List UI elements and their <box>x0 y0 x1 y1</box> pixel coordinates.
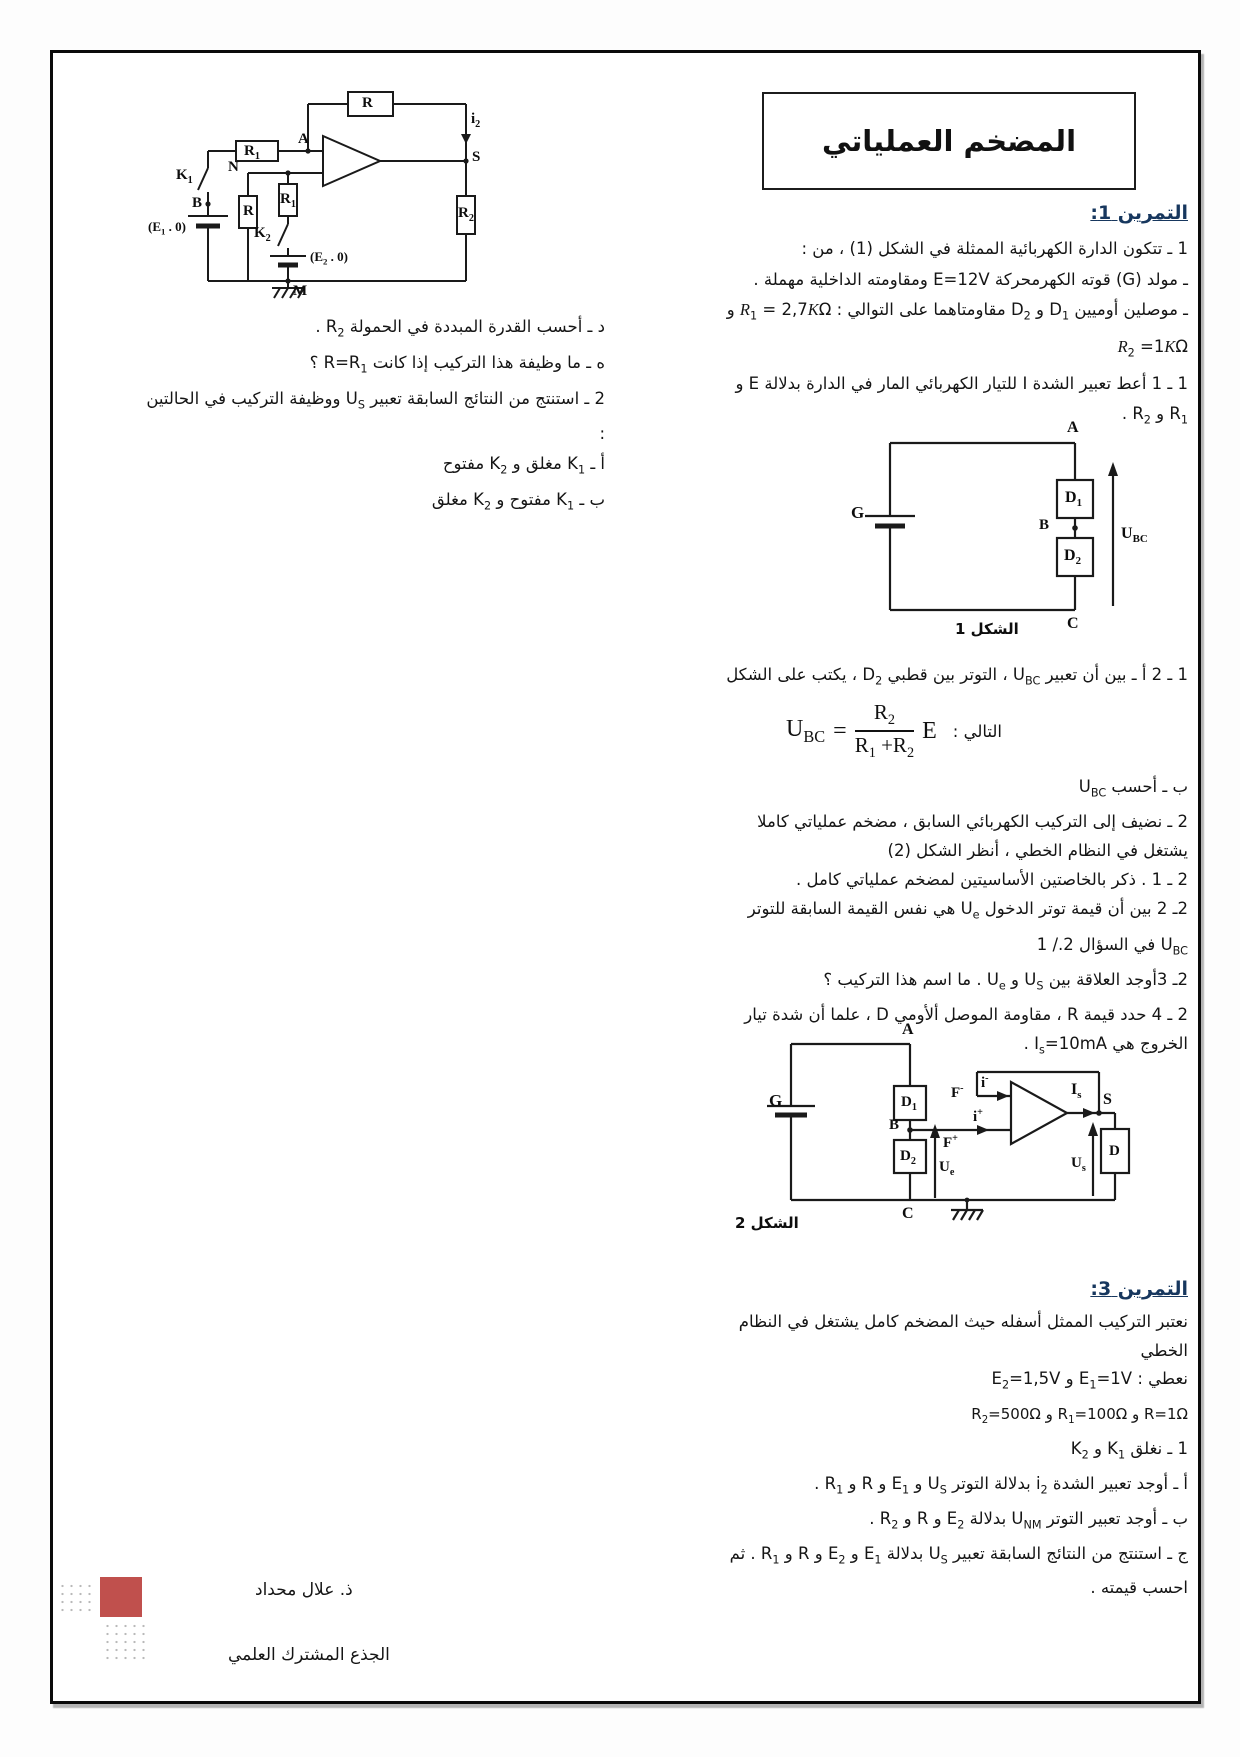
node-label: S <box>472 149 481 165</box>
figure2 <box>675 1022 1150 1252</box>
dipole-label: $D_1$ <box>901 1094 917 1113</box>
fraction-denominator: $R_1 +R_2$ <box>854 733 915 762</box>
text-line: 1 ـ 2 أ ـ بين أن تعبير $U_{BC}$ ، التوتر بين قطبي $D_2$ ، يكتب على الشكل <box>726 665 1188 688</box>
formula-rhs: E <box>922 717 937 744</box>
source-label: ($E_1$ . 0) <box>148 219 187 237</box>
formula-math <box>786 701 937 761</box>
exercise1-heading: التمرين 1: <box>1090 202 1188 224</box>
current-label: i- <box>981 1073 989 1091</box>
voltage-label: $U_e$ <box>939 1159 955 1178</box>
node-label: M <box>293 283 308 299</box>
formula-lhs: $U_{BC}$ <box>786 715 826 746</box>
text-line: 2 ـ 1 . ذكر بالخاصتين الأساسيتين لمضخم عملياتي كامل . <box>795 870 1188 890</box>
node-label: C <box>1067 615 1079 632</box>
figure1 <box>845 418 1175 663</box>
text-line: 2ـ 2 بين أن قيمة توتر الدخول $U_e$ هي نفس القيمة السابقة للتوتر <box>747 899 1188 922</box>
node-label: A <box>1067 419 1079 436</box>
dipole-label: $D_2$ <box>1064 547 1081 568</box>
resistor-label: R <box>243 203 254 219</box>
text-line: 1 ـ تتكون الدارة الكهربائية الممثلة في الشكل (1) ، من : <box>801 239 1188 258</box>
switch-label: $K_1$ <box>176 167 193 186</box>
node-label: B <box>889 1117 900 1133</box>
text-line: 2 ـ نضيف إلى التركيب الكهربائي السابق ، مضخم عملياتي كاملا <box>757 812 1188 832</box>
exercise1-intro <box>600 234 1188 436</box>
text-line: ب ـ $K_1$ مفتوح و $K_2$ مغلق <box>431 489 605 512</box>
text-line: نعتبر التركيب الممثل أسفله حيث المضخم كامل يشتغل في النظام <box>738 1312 1188 1331</box>
text-line: 1 ـ 1 أعط تعبير الشدة I للتيار الكهربائي المار في الدارة بدلالة E و <box>735 373 1188 393</box>
input-label: F+ <box>943 1133 958 1151</box>
text-line: 2ـ 3أوجد العلاقة بين $U_S$ و $U_e$ . ما اسم هذا التركيب ؟ <box>823 969 1188 993</box>
text-line: $R_1$ و $R_2$ . <box>1121 404 1188 427</box>
footer-level: الجذع المشترك العلمي <box>228 1645 390 1665</box>
node-label: A <box>902 1021 914 1038</box>
resistor-label: R <box>362 95 373 111</box>
formula-fraction <box>855 701 914 761</box>
current-label: $i_2$ <box>471 111 481 130</box>
source-label: ($E_2$ . 0) <box>310 249 349 267</box>
text-line: ه ـ ما وظيفة هذا التركيب إذا كانت $R=R_1$ ؟ <box>309 352 605 376</box>
text-line: R=1Ω و $R_1=100\Omega$ و $R_2=500\Omega$ <box>971 1404 1188 1426</box>
text-line: ب ـ أحسب $U_{BC}$ <box>1078 777 1188 800</box>
exercise1-left-column <box>60 312 605 520</box>
opamp-circuit-figure <box>148 76 488 316</box>
text-line: نعطي : $E_1=1V$ و $E_2=1,5V$ <box>991 1369 1188 1392</box>
generator-label: G <box>769 1091 783 1110</box>
text-line: أ ـ $K_1$ مغلق و $K_2$ مفتوح <box>442 453 605 477</box>
dipole-label: $D_2$ <box>900 1148 916 1167</box>
formula-equals: = <box>833 717 847 744</box>
current-label: $I_s$ <box>1071 1081 1082 1102</box>
text-line: 2 ـ استنتج من النتائج السابقة تعبير $U_S$ ووظيفة التركيب في الحالتين <box>146 388 605 411</box>
text-line: ـ موصلين أوميين $D_1$ و $D_2$ مقاومتاهما على التوالي : $R_1 = 2,7K\Omega$ و <box>726 300 1188 323</box>
text-line: ج ـ استنتج من النتائج السابقة تعبير $U_S$ بدلالة $E_1$ و $E_2$ و R و $R_1$ . ثم <box>729 1543 1188 1566</box>
resistor-label: $R_2$ <box>458 205 474 224</box>
text-line: ـ مولد (G) قوته الكهرمحركة E=12V ومقاومته الداخلية مهملة . <box>753 269 1188 289</box>
input-label: F- <box>951 1083 964 1101</box>
figure1-caption: الشكل 1 <box>955 620 1019 638</box>
text-line: 1 ـ نغلق $K_1$ و $K_2$ <box>1070 1439 1188 1462</box>
dot-grid <box>103 1622 149 1664</box>
exercise3-heading: التمرين 3: <box>1090 1278 1188 1300</box>
accent-square <box>100 1577 142 1617</box>
node-label: B <box>192 195 203 211</box>
page-title: المضخم العملياتي <box>821 124 1077 158</box>
resistor-label: $R_1$ <box>244 143 260 162</box>
title-box <box>762 92 1136 190</box>
node-label: S <box>1103 1091 1112 1108</box>
node-label: C <box>902 1205 914 1222</box>
text-line: $R_2 =1K\Omega$ <box>1117 336 1188 360</box>
resistor-label: $R_1$ <box>280 191 296 210</box>
footer-teacher: ذ. علال محداد <box>255 1580 353 1600</box>
generator-label: G <box>851 503 865 522</box>
current-label: i+ <box>973 1107 983 1125</box>
formula-ubc <box>600 688 1188 774</box>
text-line: يشتغل في النظام الخطي ، أنظر الشكل (2) <box>887 841 1188 861</box>
dot-grid <box>58 1582 96 1612</box>
voltage-label: $U_s$ <box>1071 1155 1086 1174</box>
text-line: : <box>599 424 605 444</box>
dipole-label: D <box>1109 1143 1120 1159</box>
text-line: ب ـ أوجد تعبير التوتر $U_{NM}$ بدلالة $E_2$ و R و $R_2$ . <box>869 1508 1188 1532</box>
exercise1-mid-b <box>600 772 1188 1064</box>
node-label: N <box>228 159 239 175</box>
exercise3-lines <box>600 1308 1188 1603</box>
node-label: A <box>298 131 309 147</box>
voltage-label: $U_{BC}$ <box>1121 525 1148 546</box>
node-label: B <box>1039 517 1050 533</box>
text-line: الخطي <box>1140 1340 1188 1360</box>
text-line: $U_{BC}$ في السؤال 2./ 1 <box>1036 934 1188 957</box>
figure2-caption: الشكل 2 <box>735 1214 799 1232</box>
dipole-label: $D_1$ <box>1065 489 1082 510</box>
text-line: أ ـ أوجد تعبير الشدة $i_2$ بدلالة التوتر $U_S$ و $E_1$ و R و $R_1$ . <box>814 1474 1188 1497</box>
text-line: الخروج هي $I_s=10mA$ . <box>1023 1034 1188 1057</box>
formula-intro-label: التالي : <box>952 721 1002 741</box>
text-line: احسب قيمته . <box>1090 1578 1188 1598</box>
fraction-bar <box>855 730 914 732</box>
text-line: د ـ أحسب القدرة المبددة في الحمولة $R_2$ . <box>315 317 605 340</box>
switch-label: $K_2$ <box>254 225 271 244</box>
fraction-numerator: $R_2$ <box>873 699 895 729</box>
text-line: 2 ـ 4 حدد قيمة R ، مقاومة الموصل ألأومي D ، علما أن شدة تيار <box>744 1005 1188 1025</box>
